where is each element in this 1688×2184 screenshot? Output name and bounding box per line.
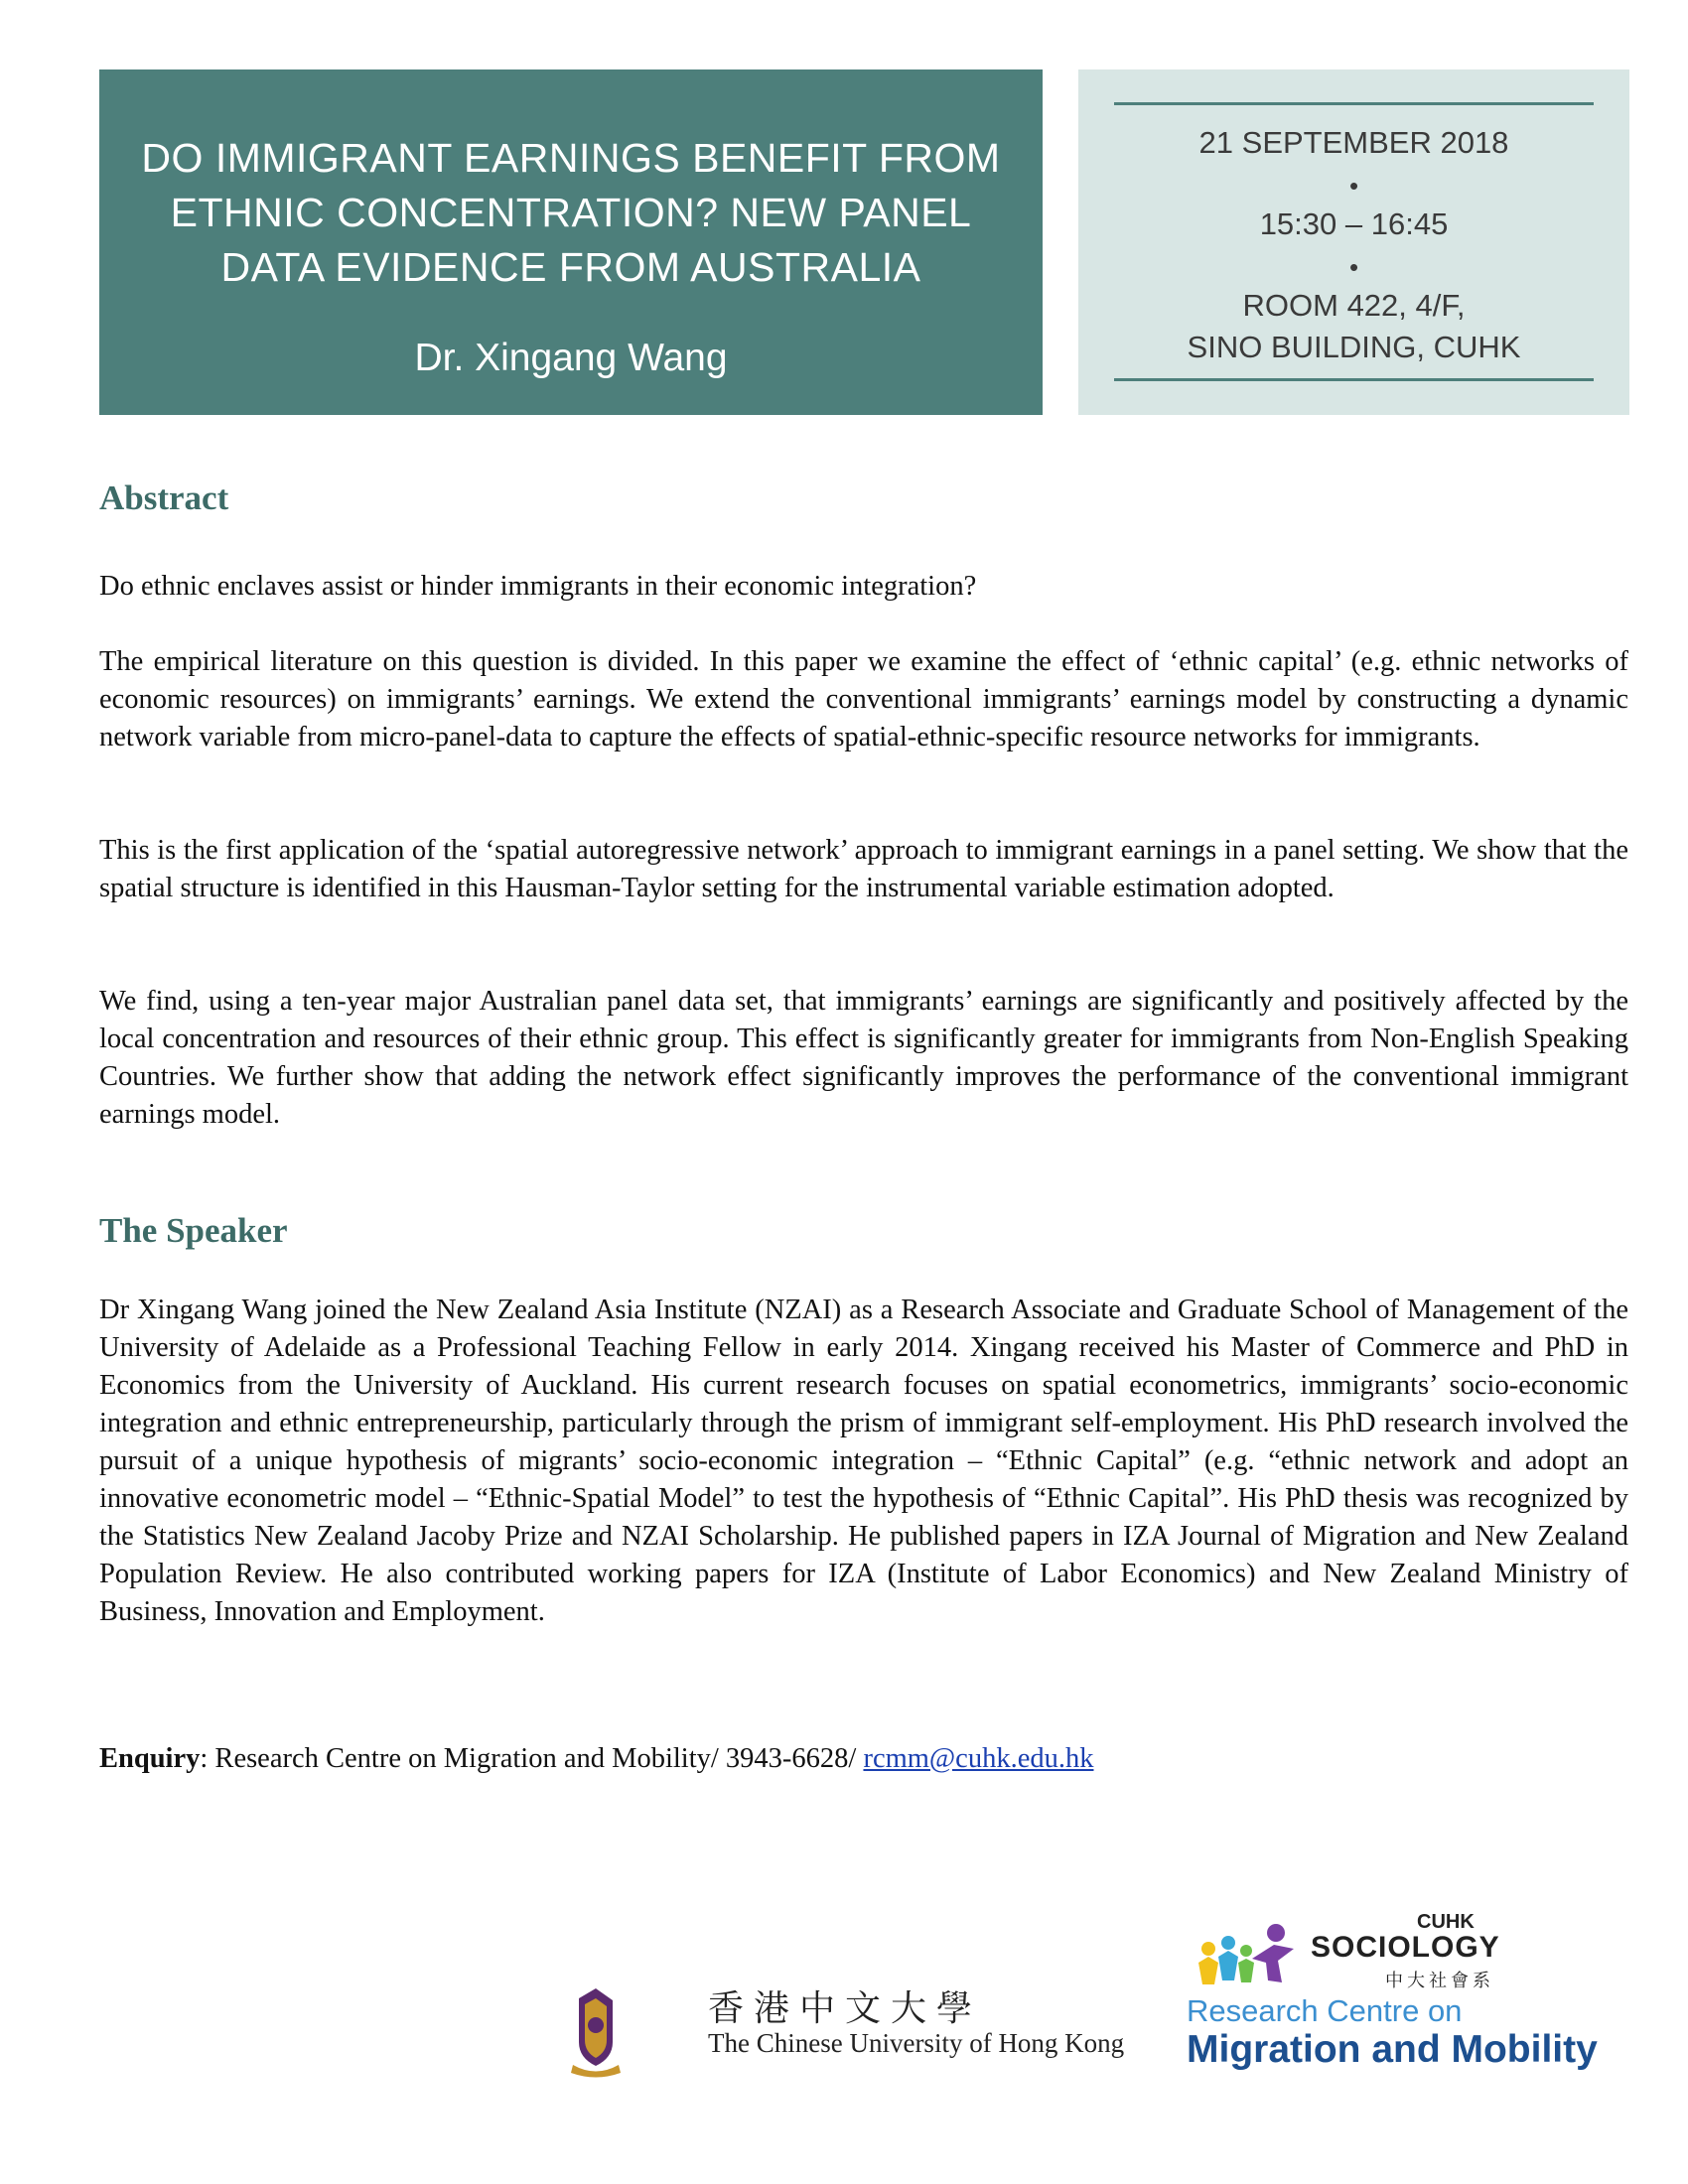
rcmm-name-line1: Research Centre on [1187,1993,1463,2028]
event-venue-line2: SINO BUILDING, CUHK [1187,330,1521,364]
speaker-name: Dr. Xingang Wang [414,337,728,379]
talk-title: DO IMMIGRANT EARNINGS BENEFIT FROM ETHNIC CONCENTRATION? NEW PANEL DATA EVIDENCE FROM AUSTRALIA [141,135,1001,290]
bullet-separator: • [1348,252,1359,282]
abstract-heading: Abstract [99,478,229,517]
cuhk-chinese-name: 香港中文大學 [708,1988,983,2029]
sociology-label: SOCIOLOGY [1311,1931,1500,1964]
enquiry-label: Enquiry [99,1743,201,1774]
enquiry-text: : Research Centre on Migration and Mobility/ 3943-6628/ [200,1743,864,1774]
bullet-separator: • [1348,171,1359,201]
divider-bottom [1114,378,1594,381]
abstract-paragraph: Do ethnic enclaves assist or hinder immigrants in their economic integration? [99,571,977,602]
cuhk-english-name: The Chinese University of Hong Kong [708,2028,1125,2058]
event-info-panel [1078,69,1629,415]
cuhk-crest-icon [571,1971,695,2080]
speaker-heading: The Speaker [99,1211,288,1250]
event-date: 21 SEPTEMBER 2018 [1198,125,1509,160]
cuhk-small-label: CUHK [1417,1911,1475,1933]
rcmm-logo [1187,1911,1633,2090]
abstract-paragraph: The empirical literature on this question is divided. In this paper we examine the effect of ‘ethnic capital’ (e.g. ethnic networks of economic resources) on immigrants’ earnings. We extend the conventional immigrants’ earnings model by constructing a dynamic network variable from micro-panel-data to capture the effects of spatial-ethnic-specific resource networks for immigrants. [99,646,1628,752]
speaker-bio: Dr Xingang Wang joined the New Zealand Asia Institute (NZAI) as a Research Associate and Graduate School of Management of the University of Adelaide as a Professional Teaching Fellow in early 2014. Xingang received his Master of Commerce and PhD in Economics from the University of Auckland. His current research focuses on spatial econometrics, immigrants’ socio-economic integration and ethnic entrepreneurship, particularly through the prism of immigrant self-employment. His PhD research involved the pursuit of a unique hypothesis of migrants’ socio-economic integration – “Ethnic Capital” (e.g. “ethnic network and adopt an innovative econometric model – “Ethnic-Spatial Model” to test the hypothesis of “Ethnic Capital”. His PhD thesis was recognized by the Statistics New Zealand Jacoby Prize and NZAI Scholarship. He published papers in IZA Journal of Migration and New Zealand Population Review. He also contributed working papers for IZA (Institute of Labor Economics) and New Zealand Ministry of Business, Innovation and Employment. [99,1295,1628,1627]
email-link[interactable]: rcmm@cuhk.edu.hk [863,1743,1094,1774]
abstract-paragraph: We find, using a ten-year major Australian panel data set, that immigrants’ earnings are significantly and positively affected by the local concentration and resources of their ethnic group. This effect is significantly greater for immigrants from Non-English Speaking Countries. We further show that adding the network effect significantly improves the performance of the conventional immigrant earnings model. [99,986,1628,1130]
event-venue-line1: ROOM 422, 4/F, [1242,288,1466,323]
enquiry-line [99,1743,1093,1775]
rcmm-name-line2: Migration and Mobility [1187,2028,1598,2071]
abstract-paragraph: This is the first application of the ‘spatial autoregressive network’ approach to immigrant earnings in a panel setting. We show that the spatial structure is identified in this Hausman-Taylor setting for the instrumental variable estimation adopted. [99,835,1628,903]
people-figures-icon [1195,1919,1304,1990]
title-banner [99,69,1043,415]
cuhk-logo [571,1971,1127,2080]
sociology-chinese-label: 中大社會系 [1385,1971,1494,1991]
divider-top [1114,102,1594,105]
event-time: 15:30 – 16:45 [1259,206,1449,241]
